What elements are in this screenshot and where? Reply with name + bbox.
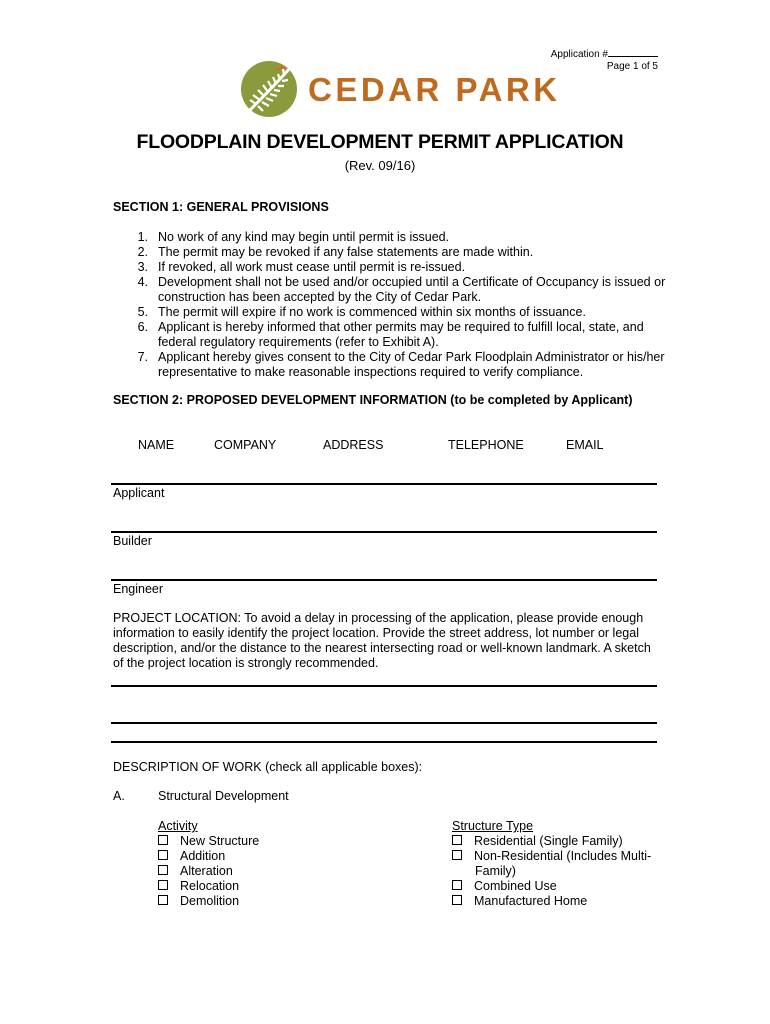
form-title: FLOODPLAIN DEVELOPMENT PERMIT APPLICATION <box>136 131 624 153</box>
applicant-entry-line[interactable] <box>111 483 657 485</box>
cedar-tree-logo-icon <box>240 60 298 118</box>
general-provisions-list <box>113 230 673 380</box>
checkbox[interactable] <box>158 865 168 875</box>
provision-item: 5. The permit will expire if no work is commenced within six months of issuance. <box>137 305 586 319</box>
description-of-work-label: DESCRIPTION OF WORK (check all applicable boxes): <box>113 760 423 774</box>
structure-type-heading: Structure Type <box>452 819 534 833</box>
builder-entry-line[interactable] <box>111 531 657 533</box>
structure-type-group <box>452 819 651 909</box>
column-header-address: ADDRESS <box>323 438 384 452</box>
checkbox[interactable] <box>452 880 462 890</box>
checkbox[interactable] <box>452 895 462 905</box>
project-location-line[interactable] <box>111 741 657 743</box>
project-location-line[interactable] <box>111 722 657 724</box>
row-label-engineer: Engineer <box>113 582 164 596</box>
checkbox[interactable] <box>158 880 168 890</box>
activity-option[interactable]: New Structure <box>158 834 259 849</box>
structure-type-option[interactable]: Manufactured Home <box>452 894 651 909</box>
provision-item: 2. The permit may be revoked if any false statements are made within. <box>137 245 534 259</box>
structure-type-option[interactable]: Non-Residential (Includes Multi- <box>452 849 651 864</box>
structural-development-label: Structural Development <box>158 789 289 803</box>
activity-group <box>158 819 259 909</box>
checkbox[interactable] <box>452 850 462 860</box>
row-label-applicant: Applicant <box>113 486 165 500</box>
checkbox[interactable] <box>158 835 168 845</box>
provision-item: 7. Applicant hereby gives consent to the City of Cedar Park Floodplain Administrator or his/her representative to make reasonable inspections required to verify compliance. <box>137 350 665 379</box>
engineer-entry-line[interactable] <box>111 579 657 581</box>
cedar-park-logo-text: CEDAR PARK <box>308 71 561 108</box>
activity-option[interactable]: Alteration <box>158 864 259 879</box>
checkbox[interactable] <box>158 895 168 905</box>
project-location-line[interactable] <box>111 685 657 687</box>
checkbox[interactable] <box>158 850 168 860</box>
provision-item: 4. Development shall not be used and/or occupied until a Certificate of Occupancy is issued or construction has been accepted by the City of Cedar Park. <box>137 275 666 304</box>
structure-type-option-continued: Family) <box>475 864 516 878</box>
provision-item: 6. Applicant is hereby informed that other permits may be required to fulfill local, state, and federal regulatory requirements (refer to Exhibit A). <box>137 320 644 349</box>
project-location-instructions: PROJECT LOCATION: To avoid a delay in processing of the application, please provide enough information to easily identify the project location. Provide the street address, lot number or legal description, and/or the distance to the nearest intersecting road or well-known landmark. A sketch of the project location is strongly recommended. <box>113 611 651 670</box>
structure-type-option[interactable]: Residential (Single Family) <box>452 834 651 849</box>
structure-type-option[interactable]: Combined Use <box>452 879 651 894</box>
activity-heading: Activity <box>158 819 198 833</box>
application-number-label: Application # <box>551 47 658 61</box>
activity-option[interactable]: Relocation <box>158 879 259 894</box>
column-header-company: COMPANY <box>214 438 277 452</box>
column-header-telephone: TELEPHONE <box>448 438 524 452</box>
provision-item: 3. If revoked, all work must cease until permit is re-issued. <box>137 260 466 274</box>
section1-heading: SECTION 1: GENERAL PROVISIONS <box>113 200 329 214</box>
activity-option[interactable]: Addition <box>158 849 259 864</box>
revision-label: (Rev. 09/16) <box>344 158 416 173</box>
column-header-email: EMAIL <box>566 438 604 452</box>
part-a-letter: A. <box>113 789 125 803</box>
row-label-builder: Builder <box>113 534 152 548</box>
application-number-field[interactable] <box>608 47 658 57</box>
column-header-name: NAME <box>138 438 175 452</box>
page-number: Page 1 of 5 <box>606 61 658 72</box>
section2-heading: SECTION 2: PROPOSED DEVELOPMENT INFORMATION (to be completed by Applicant) <box>113 393 633 407</box>
provision-item: 1. No work of any kind may begin until permit is issued. <box>137 230 450 244</box>
checkbox[interactable] <box>452 835 462 845</box>
activity-option[interactable]: Demolition <box>158 894 259 909</box>
